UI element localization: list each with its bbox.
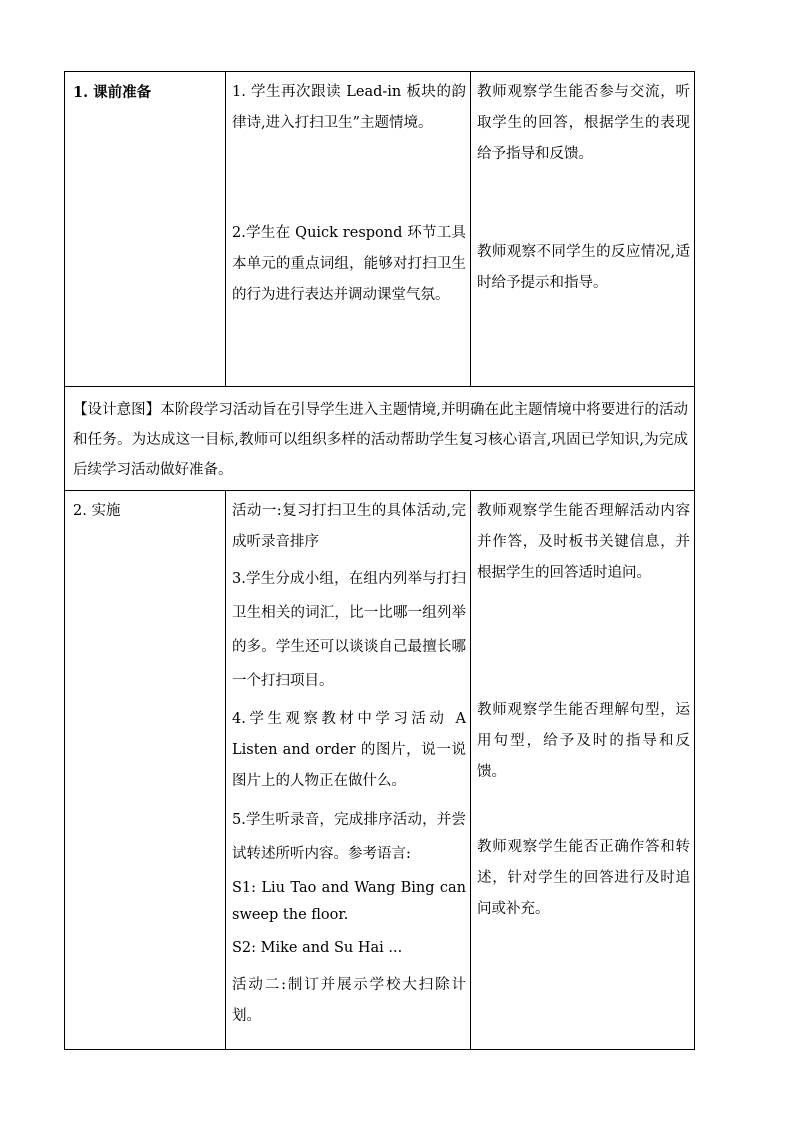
design-intent-text: 【设计意图】本阶段学习活动旨在引导学生进入主题情境,并明确在此主题情境中将要进行的活动和任务。为达成这一目标,教师可以组织多样的活动帮助学生复习核心语言,巩固已学知识,为完成后续学习活动做好准备。	[73, 402, 688, 478]
stage-label: 1. 课前准备	[73, 84, 152, 101]
reference-line: S1: Liu Tao and Wang Bing can sweep the floor.	[232, 880, 466, 923]
activity-text: 1. 学生再次跟读 Lead-in 板块的韵律诗,进入打扫卫生”主题情境。	[232, 84, 466, 131]
reference-line: S2: Mike and Su Hai ...	[232, 940, 403, 956]
activity-step: 3.学生分成小组，在组内列举与打扫卫生相关的词汇，比一比哪一组列举的多。学生还可以谈谈自己最擅长哪一个打扫项目。	[232, 571, 466, 689]
activity-heading: 活动一:复习打扫卫生的具体活动,完成听录音排序	[232, 503, 466, 550]
activity-step: 5.学生听录音，完成排序活动，并尝试转述所听内容。参考语言:	[232, 812, 466, 862]
activity-cell	[226, 72, 471, 387]
evaluation-text: 教师观察学生能否理解句型，运用句型，给予及时的指导和反馈。	[477, 702, 690, 780]
activity-cell	[226, 491, 471, 1050]
table-row	[65, 387, 695, 491]
activity-heading: 活动二:制订并展示学校大扫除计划。	[232, 977, 466, 1024]
evaluation-text: 教师观察不同学生的反应情况,适时给予提示和指导。	[477, 244, 690, 291]
stage-cell	[65, 72, 226, 387]
evaluation-cell	[471, 491, 695, 1050]
activity-step: 4.学生观察教材中学习活动 A Listen and order 的图片，说一说图片上的人物正在做什么。	[232, 711, 466, 789]
evaluation-cell	[471, 72, 695, 387]
evaluation-text: 教师观察学生能否正确作答和转述，针对学生的回答进行及时追问或补充。	[477, 839, 690, 917]
evaluation-text: 教师观察学生能否参与交流，听取学生的回答，根据学生的表现给予指导和反馈。	[477, 84, 690, 162]
stage-label: 2. 实施	[73, 503, 121, 519]
stage-cell	[65, 491, 226, 1050]
design-intent-cell	[65, 387, 695, 491]
table-row	[65, 491, 695, 1050]
evaluation-text: 教师观察学生能否理解活动内容并作答，及时板书关键信息，并根据学生的回答适时追问。	[477, 503, 690, 581]
lesson-plan-table	[64, 71, 695, 1050]
activity-text: 2.学生在 Quick respond 环节工具本单元的重点词组，能够对打扫卫生的行为进行表达并调动课堂气氛。	[232, 225, 466, 303]
table-row	[65, 72, 695, 387]
